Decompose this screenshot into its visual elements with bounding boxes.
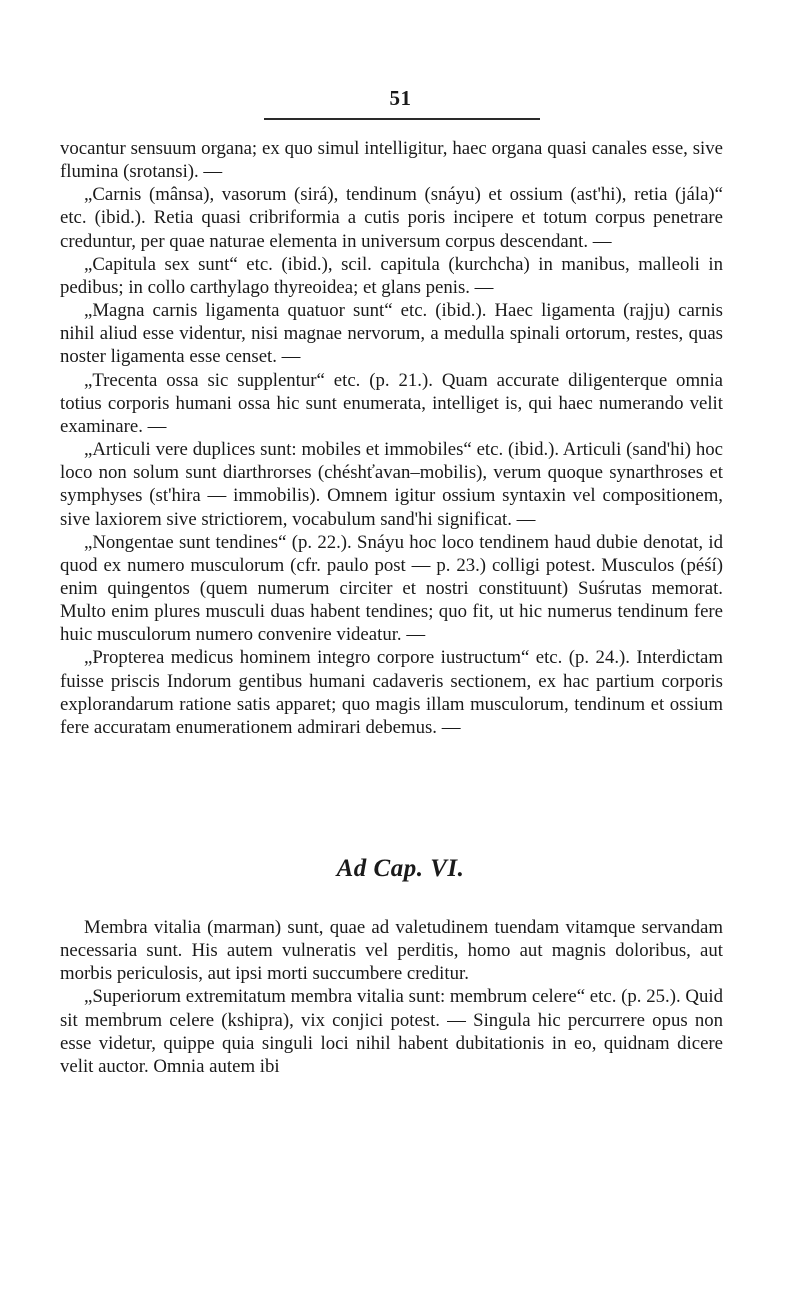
paragraph: vocantur sensuum organa; ex quo simul intelligitur, haec organa quasi canales esse, sive flumina (srotansi). — (60, 138, 723, 183)
section-text-block (60, 916, 723, 1078)
page-number: 51 (389, 86, 412, 110)
paragraph: Membra vitalia (marman) sunt, quae ad valetudinem tuendam vitamque servandam necessaria sunt. His autem vulneratis vel perditis, homo aut magnis doloribus, aut morbis periculosis, aut ipsi morti succumbere creditur. (60, 917, 723, 985)
paragraph: „Trecenta ossa sic supplentur“ etc. (p. 21.). Quam accurate diligenterque omnia totius corporis humani ossa hic sunt enumerata, intelliget is, qui haec numerando velit examinare. — (60, 369, 723, 437)
paragraph: „Carnis (mânsa), vasorum (sirá), tendinum (snáyu) et ossium (ast'hi), retia (jála)“ etc. (ibid.). Retia quasi cribriformia a cutis poris incipere et totum corpus penetrare creduntur, per quae naturae elementa in universum corpus descendant. — (60, 184, 723, 252)
paragraph: „Nongentae sunt tendines“ (p. 22.). Snáyu hoc loco tendinem haud dubie denotat, id quod ex numero musculorum (cfr. paulo post — p. 23.) colligi potest. Musculos (péśí) enim quingentos (quem numerum circiter et nostri constituunt) Suśrutas memorat. Multo enim plures musculi duas habent tendines; quo fit, ut hic numerus tendinum fere huic musculorum numero convenire videatur. — (60, 531, 723, 646)
paragraph: „Articuli vere duplices sunt: mobiles et immobiles“ etc. (ibid.). Articuli (sand'hi) hoc loco non solum sunt diarthrorses (chéshťavan–mobilis), verum quoque synarthroses et symphyses (st'hira — immobilis). Omnem igitur ossium syntaxin vel compositionem, sive laxiorem sive strictiorem, vocabulum sand'hi significat. — (60, 439, 723, 530)
header-rule (264, 118, 540, 120)
main-text-block (60, 137, 723, 739)
paragraph: „Capitula sex sunt“ etc. (ibid.), scil. capitula (kurchcha) in manibus, malleoli in pedibus; in collo carthylago thyreoidea; et glans penis. — (60, 253, 723, 298)
paragraph: „Superiorum extremitatum membra vitalia sunt: membrum celere“ etc. (p. 25.). Quid sit membrum celere (kshipra), vix conjici potest. — Singula hic percurrere opus non esse videtur, quippe quia singuli loci nihil habent dubitationis in eo, quidnam dicere velit auctor. Omnia autem ibi (60, 986, 723, 1077)
section-heading: Ad Cap. VI. (336, 855, 465, 882)
paragraph: „Propterea medicus hominem integro corpore iustructum“ etc. (p. 24.). Interdictam fuisse priscis Indorum gentibus humani cadaveris sectionem, ex hac partium corporis explorandarum ratione satis apparet; quo magis illam musculorum, tendinum et ossium fere accuratam enumerationem admirari debemus. — (60, 647, 723, 738)
paragraph: „Magna carnis ligamenta quatuor sunt“ etc. (ibid.). Haec ligamenta (rajju) carnis nihil aliud esse videntur, nisi magnae nervorum, a medulla spinali ortorum, restes, quas noster ligamenta esse censet. — (60, 300, 723, 368)
